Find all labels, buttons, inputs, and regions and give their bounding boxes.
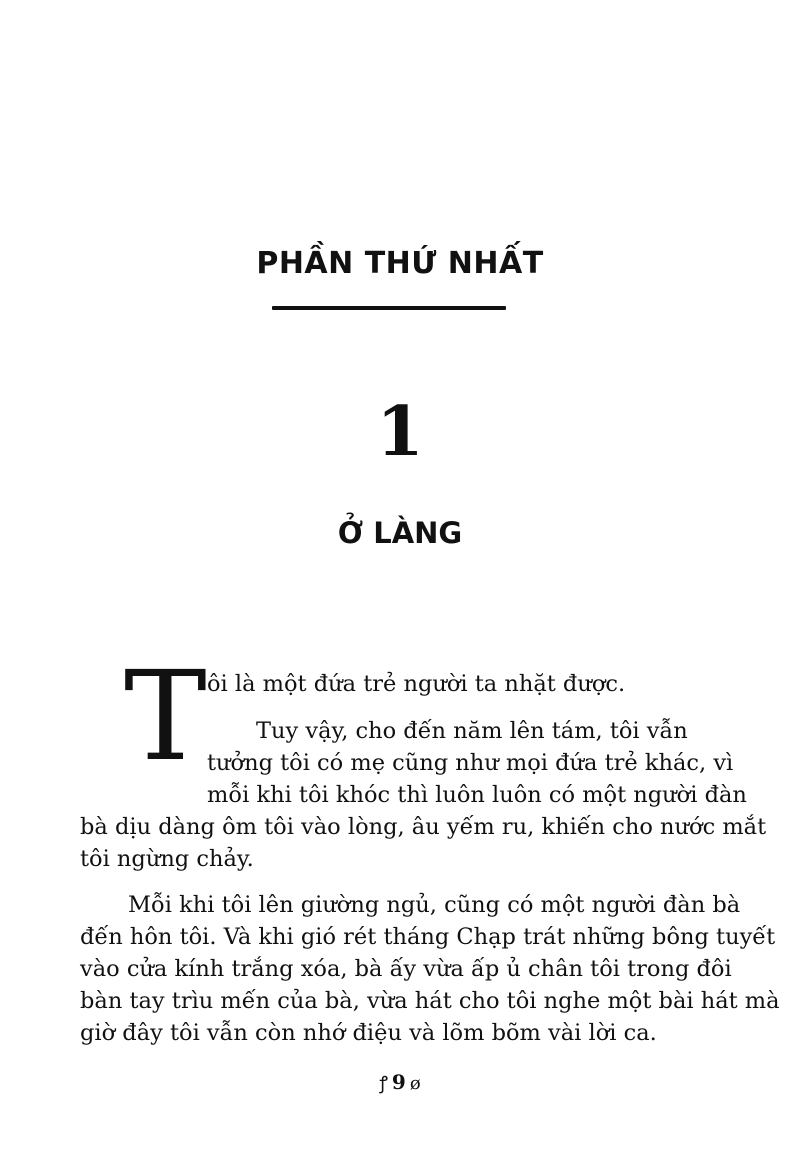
chapter-number: 1 <box>376 392 424 472</box>
part-title: PHẦN THỨ NHẤT <box>256 246 544 281</box>
ornament-left-icon: ꝭ <box>379 1073 388 1094</box>
body-line: bàn tay trìu mến của bà, vừa hát cho tôi nghe một bài hát mà <box>80 988 780 1014</box>
page-footer <box>0 1070 800 1095</box>
body-line: Mỗi khi tôi lên giường ngủ, cũng có một người đàn bà <box>128 892 741 918</box>
body-line: tôi ngừng chảy. <box>80 846 254 872</box>
body-line: vào cửa kính trắng xóa, bà ấy vừa ấp ủ chân tôi trong đôi <box>80 956 732 982</box>
drop-cap: T <box>124 645 207 789</box>
body-line: ôi là một đứa trẻ người ta nhặt được. <box>207 671 626 697</box>
body-line: tưởng tôi có mẹ cũng như mọi đứa trẻ khác, vì <box>207 750 734 776</box>
body-line: bà dịu dàng ôm tôi vào lòng, âu yếm ru, khiến cho nước mắt <box>80 814 767 840</box>
page-number: 9 <box>391 1070 406 1094</box>
chapter-title: Ở LÀNG <box>337 516 463 550</box>
ornament-right-icon: ø <box>409 1073 421 1094</box>
body-line: đến hôn tôi. Và khi gió rét tháng Chạp trát những bông tuyết <box>80 924 776 950</box>
body-line: mỗi khi tôi khóc thì luôn luôn có một người đàn <box>207 782 747 808</box>
body-line: Tuy vậy, cho đến năm lên tám, tôi vẫn <box>256 718 688 744</box>
body-line: giờ đây tôi vẫn còn nhớ điệu và lõm bõm vài lời ca. <box>80 1020 657 1046</box>
title-divider <box>272 306 506 310</box>
